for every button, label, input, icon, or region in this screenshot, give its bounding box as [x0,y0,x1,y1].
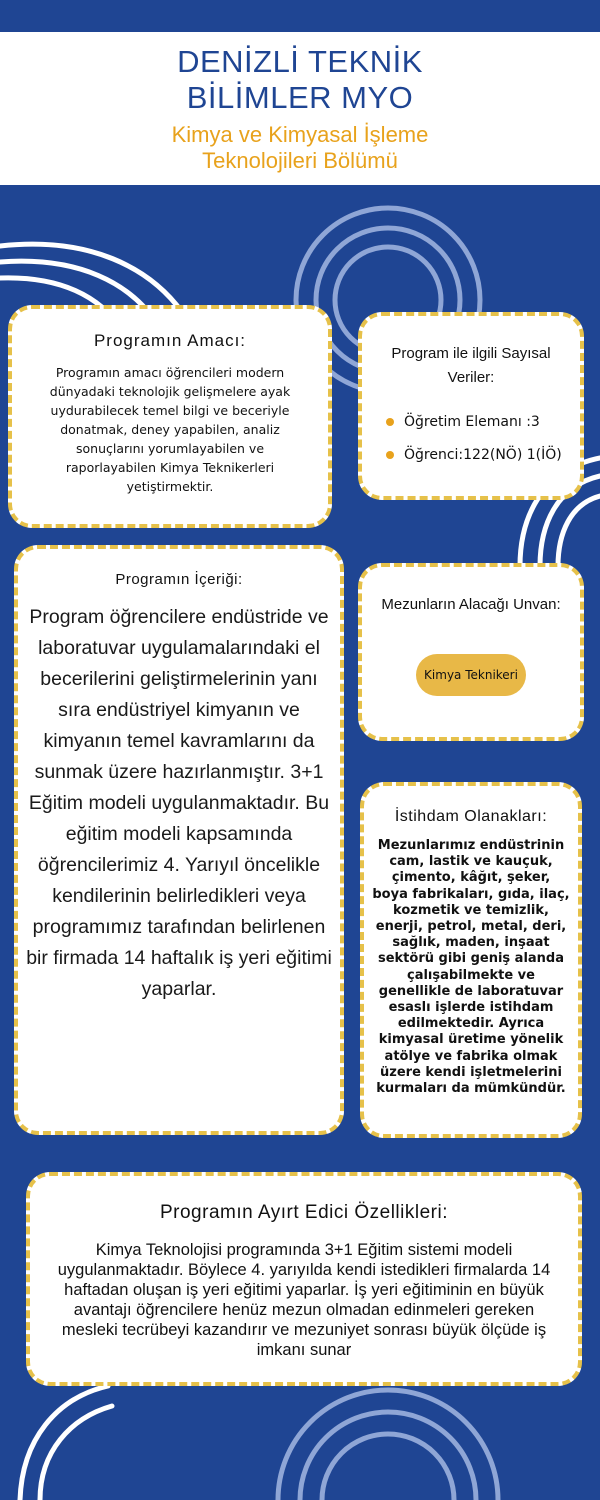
distinctive-features-text: Kimya Teknolojisi programında 3+1 Eğitim sistemi modeli uygulanmaktadır. Böylece 4. yarıyılda kendi istedikleri firmalarda 14 haftadan oluşan iş yeri eğitimi yaparlar. İş yeri eğitiminin en büyük avantajı öğrencilere henüz mezun olmadan edinmeleri gereken mesleki tecrübeyi kazandırır ve mezuniyet sonrası büyük ölçüde iş imkanı sunar [57,1241,551,1359]
list-item [386,439,580,472]
bullet-icon [386,451,394,459]
program-aim-title: Programın Amacı: [93,331,247,350]
graduate-title-heading: Mezunların Alacağı Unvan: [381,596,561,613]
institution-title-line-2: BİLİMLER MYO [186,80,414,115]
department-title-line-2: Teknolojileri Bölümü [202,148,398,173]
header [0,32,600,185]
graduate-title-card [358,563,584,741]
program-content-text: Program öğrencilere endüstride ve laboratuvar uygulamalarındaki el becerilerini geliştirmelerinin yanı sıra endüstriyel kimyanın ve kimyanın temel kavramlarını da sunmak üzere hazırlanmıştır. 3+1 Eğitim modeli uygulanmaktadır. Bu eğitim modeli kapsamında öğrencilerimiz 4. Yarıyıl öncelikle kendilerinin belirledikleri veya programımız tarafından belirlenen bir firmada 14 haftalık iş yeri eğitimi yaparlar. [26,606,332,1000]
distinctive-features-title: Programın Ayırt Edici Özellikleri: [159,1202,448,1223]
institution-title-line-1: DENİZLİ TEKNİK [177,44,423,79]
program-aim-text: Programın amacı öğrencileri modern dünyadaki teknolojik gelişmelere ayak uydurabilecek temel bilgi ve beceriyle donatmak, deney yapabilen, analiz sonuçlarını yorumlayabilen ve raporlayabilen Kimya Teknikerleri yetiştirmektir. [49,365,291,494]
graduate-title-badge: Kimya Teknikeri [416,654,526,696]
numeric-data-card [358,312,584,500]
student-count: Öğrenci:122(NÖ) 1(İÖ) [404,447,562,463]
faculty-count: Öğretim Elemanı :3 [404,414,540,430]
employment-title: İstihdam Olanakları: [394,808,548,825]
program-content-card [14,545,344,1135]
bullet-icon [386,418,394,426]
numeric-data-title: Program ile ilgili Sayısal Veriler: [391,345,551,386]
employment-text: Mezunlarımız endüstrinin cam, lastik ve kauçuk, çimento, kâğıt, şeker, boya fabrikaları, gıda, ilaç, kozmetik ve temizlik, enerji, petrol, metal, deri, sağlık, maden, inşaat sektörü gibi geniş alanda çalışabilmekte ve genellikle de laboratuvar esaslı işlerde istihdam edilmektedir. Ayrıca kimyasal üretime yönelik atölye ve fabrika olmak üzere kendi işletmelerini kurmaları da mümkündür. [372,838,570,1097]
list-item [386,406,580,439]
circles-bottom [278,1390,498,1500]
employment-card [360,782,582,1138]
arcs-bottom-left [20,1386,112,1500]
distinctive-features-card [26,1172,582,1386]
top-strip [0,0,600,32]
department-title-line-1: Kimya ve Kimyasal İşleme [171,122,429,147]
program-aim-card [8,305,332,528]
program-content-title: Programın İçeriği: [115,571,243,588]
numeric-data-list [362,406,580,472]
